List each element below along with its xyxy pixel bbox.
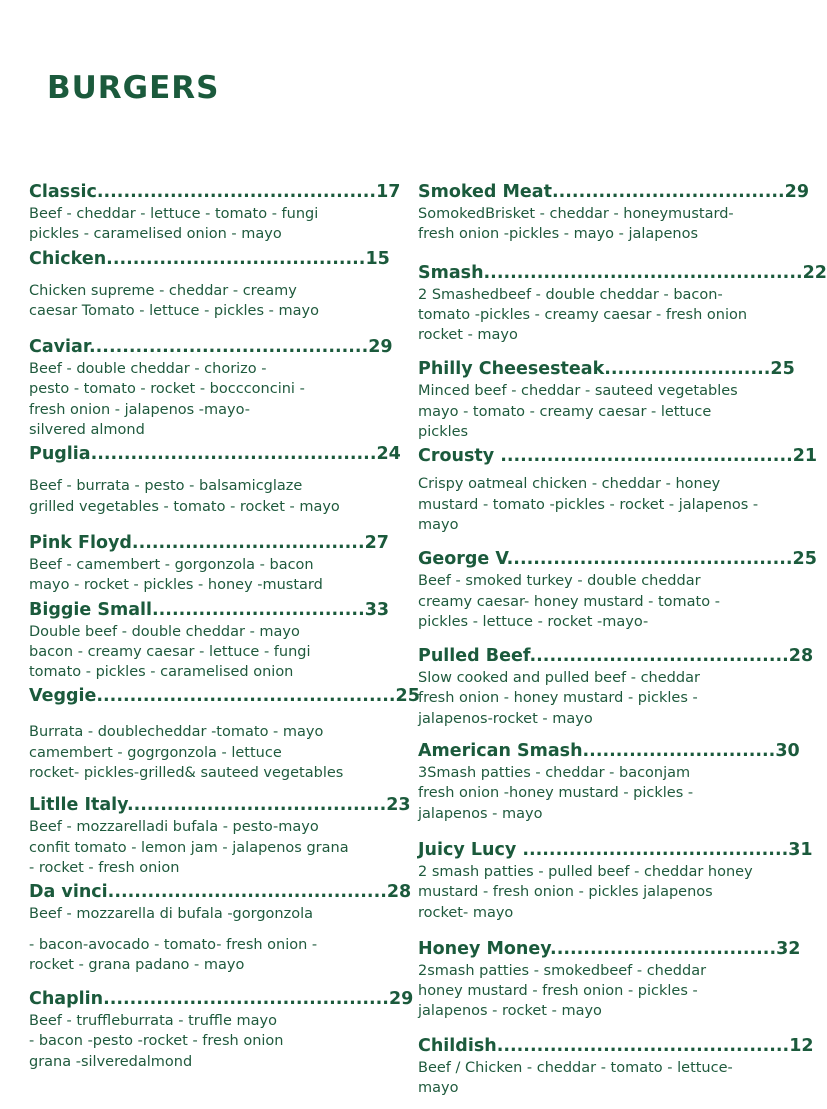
item-description: 2smash patties - smokedbeef - cheddar honey mustard - fresh onion - pickles - jalapenos - rocket - mayo [418, 962, 707, 1020]
menu-item [418, 444, 818, 535]
menu-item [29, 180, 401, 245]
menu-item [418, 739, 800, 824]
menu-item [29, 880, 412, 924]
item-name: Childish............................................12 [418, 1035, 814, 1056]
item-name: Crousty ............................................21 [418, 446, 818, 467]
item-description: Beef - camembert - gorgonzola - bacon mayo - rocket - pickles - honey -mustard [29, 556, 323, 594]
menu-item [418, 644, 814, 729]
item-description: Beef - burrata - pesto - balsamicglaze grilled vegetables - tomato - rocket - mayo [29, 478, 340, 515]
item-description: SomokedBrisket - cheddar - honeymustard- fresh onion -pickles - mayo - jalapenos [418, 206, 734, 243]
menu-column-left [29, 180, 420, 1072]
menu-item [29, 684, 420, 783]
item-name: Juicy Lucy ........................................31 [418, 839, 813, 860]
item-name: George V...........................................25 [418, 549, 817, 570]
menu-item [418, 937, 801, 1022]
menu-item-continued [29, 935, 359, 976]
menu-item [418, 357, 795, 442]
item-description: Beef - truffleburrata - truffle mayo - bacon -pesto -rocket - fresh onion grana -silveredalmond [29, 1013, 284, 1070]
item-description: Beef - mozzarella di bufala -gorgonzola [29, 906, 313, 923]
item-description: Beef / Chicken - cheddar - tomato - lettuce- mayo [418, 1059, 733, 1097]
item-name: Honey Money..................................32 [418, 938, 801, 959]
item-name: Smoked Meat...................................29 [418, 182, 810, 202]
menu-item [418, 180, 810, 245]
item-description: 2 Smashedbeef - double cheddar - bacon- tomato -pickles - creamy caesar - fresh onion rocket - mayo [418, 286, 748, 344]
item-description: Chicken supreme - cheddar - creamy caesar Tomato - lettuce - pickles - mayo [29, 282, 319, 319]
menu-item [29, 598, 390, 683]
item-description: 3Smash patties - cheddar - baconjam fresh onion -honey mustard - pickles - jalapenos - mayo [418, 765, 694, 822]
item-description: Burrata - doublecheddar -tomato - mayo camembert - gogrgonzola - lettuce rocket- pickles-grilled& sauteed vegetables [29, 724, 344, 782]
item-description: Minced beef - cheddar - sauteed vegetables mayo - tomato - creamy caesar - lettuce pickles [418, 383, 738, 441]
menu-item [418, 1034, 814, 1099]
item-description: Beef - smoked turkey - double cheddar creamy caesar- honey mustard - tomato - pickles - lettuce - rocket -mayo- [418, 573, 720, 630]
item-description: Beef - double cheddar - chorizo - pesto - tomato - rocket - boccconcini - fresh onion - jalapenos -mayo- silvered almond [29, 361, 305, 439]
menu-item [29, 987, 414, 1072]
item-name: American Smash.............................30 [418, 741, 800, 762]
menu-item [29, 793, 411, 878]
item-description: - bacon-avocado - tomato- fresh onion - rocket - grana padano - mayo [29, 936, 318, 973]
item-name: Classic..........................................17 [29, 182, 401, 202]
item-name: Pulled Beef.......................................28 [418, 646, 814, 667]
item-description: Beef - cheddar - lettuce - tomato - fungi pickles - caramelised onion - mayo [29, 206, 319, 243]
item-name: Veggie.............................................25 [29, 686, 420, 707]
item-name: Caviar..........................................29 [29, 337, 393, 358]
item-name: Smash................................................22 [418, 262, 827, 283]
menu-item [29, 531, 389, 596]
menu-item [418, 838, 813, 923]
item-name: Puglia...........................................24 [29, 444, 401, 465]
item-description: Double beef - double cheddar - mayo bacon - creamy caesar - lettuce - fungi tomato - pickles - caramelised onion [29, 623, 311, 681]
item-name: Chicken.......................................15 [29, 248, 390, 269]
item-description: Beef - mozzarelladi bufala - pesto-mayo confit tomato - lemon jam - jalapenos grana - rocket - fresh onion [29, 819, 349, 876]
menu-item [29, 335, 393, 440]
menu-title: BURGERS [47, 70, 220, 106]
menu-item [29, 247, 390, 322]
menu-item [418, 547, 817, 632]
item-description: 2 smash patties - pulled beef - cheddar honey mustard - fresh onion - pickles jalapenos rocket- mayo [418, 863, 753, 921]
item-name: Chaplin...........................................29 [29, 989, 414, 1010]
menu-item [29, 442, 401, 517]
menu-item [418, 261, 827, 346]
item-name: Litlle Italy.......................................23 [29, 795, 411, 816]
item-description: Crispy oatmeal chicken - cheddar - honey mustard - tomato -pickles - rocket - jalapenos - mayo [418, 476, 759, 533]
item-name: Da vinci..........................................28 [29, 882, 412, 903]
item-name: Pink Floyd...................................27 [29, 532, 389, 553]
menu-column-right [418, 180, 827, 1098]
item-description: Slow cooked and pulled beef - cheddar fresh onion - honey mustard - pickles - jalapenos-rocket - mayo [418, 670, 700, 727]
item-name: Biggie Small................................33 [29, 599, 390, 620]
item-name: Philly Cheesesteak.........................25 [418, 359, 795, 380]
